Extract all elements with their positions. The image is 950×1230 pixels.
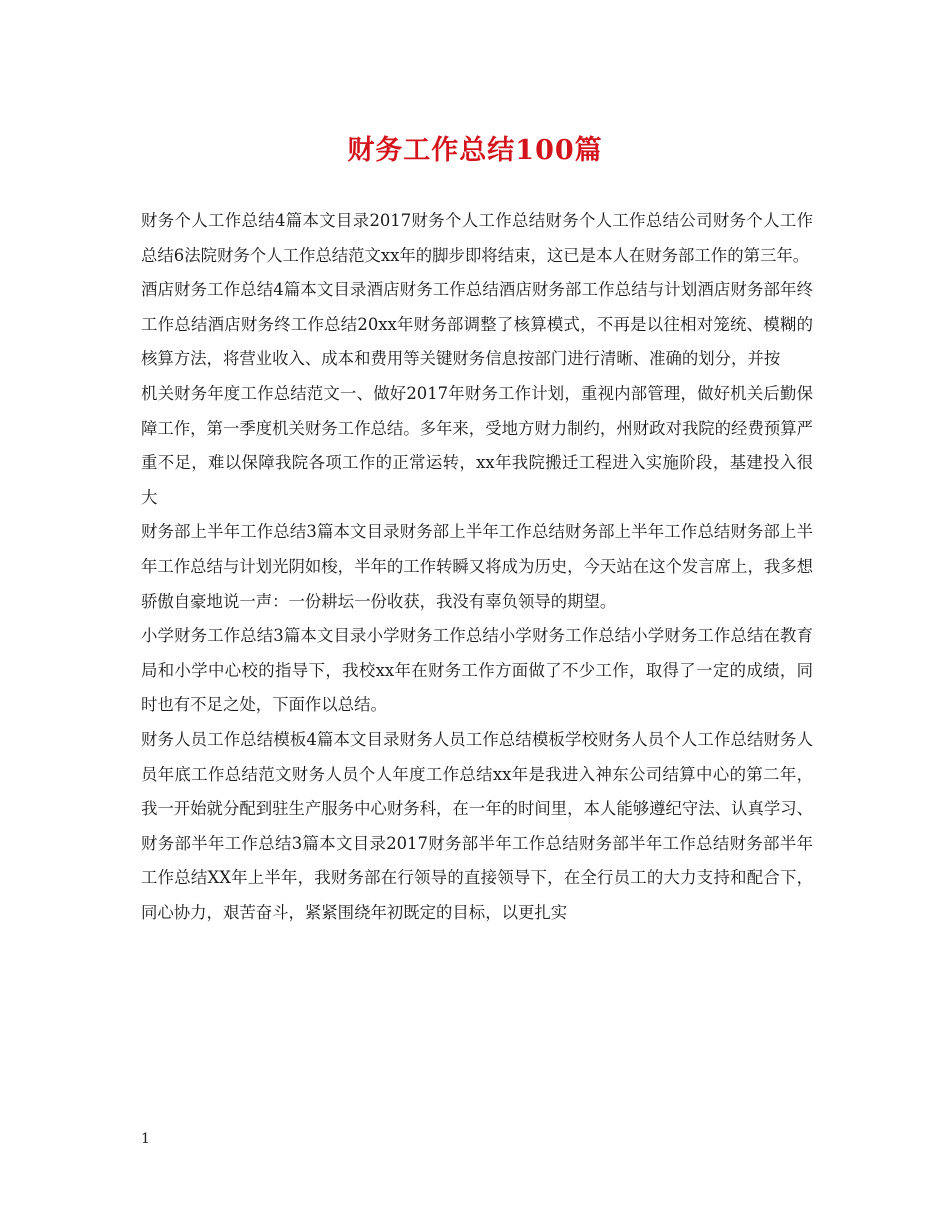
- paragraph: 酒店财务工作总结4篇本文目录酒店财务工作总结酒店财务部工作总结与计划酒店财务部年终工作总结酒店财务终工作总结20xx年财务部调整了核算模式，不再是以往相对笼统、模糊的核算方法，将营业收入、成本和费用等关键财务信息按部门进行清晰、准确的划分，并按: [141, 280, 813, 369]
- page-number: 1: [141, 1131, 150, 1147]
- paragraph: 机关财务年度工作总结范文一、做好2017年财务工作计划，重视内部管理，做好机关后勤保障工作，第一季度机关财务工作总结。多年来，受地方财力制约，州财政对我院的经费预算严重不足，难以保障我院各项工作的正常运转，xx年我院搬迁工程进入实施阶段，基建投入很大: [141, 383, 814, 507]
- paragraph: 小学财务工作总结3篇本文目录小学财务工作总结小学财务工作总结小学财务工作总结在教育局和小学中心校的指导下，我校xx年在财务工作方面做了不少工作，取得了一定的成绩，同时也有不足之处，下面作以总结。: [141, 626, 813, 715]
- paragraph: 财务部半年工作总结3篇本文目录2017财务部半年工作总结财务部半年工作总结财务部半年工作总结XX年上半年，我财务部在行领导的直接领导下，在全行员工的大力支持和配合下，同心协力，艰苦奋斗，紧紧围绕年初既定的目标，以更扎实: [141, 833, 813, 922]
- document-body: [141, 204, 813, 930]
- paragraph: 财务部上半年工作总结3篇本文目录财务部上半年工作总结财务部上半年工作总结财务部上半年工作总结与计划光阴如梭，半年的工作转瞬又将成为历史，今天站在这个发言席上，我多想骄傲自豪地说一声：一份耕坛一份收获，我没有辜负领导的期望。: [141, 522, 814, 611]
- paragraph: 财务个人工作总结4篇本文目录2017财务个人工作总结财务个人工作总结公司财务个人工作总结6法院财务个人工作总结范文xx年的脚步即将结束，这已是本人在财务部工作的第三年。: [141, 211, 813, 265]
- document-title: 财务工作总结100篇: [347, 135, 603, 166]
- paragraph: 财务人员工作总结模板4篇本文目录财务人员工作总结模板学校财务人员个人工作总结财务人员年底工作总结范文财务人员个人年度工作总结xx年是我进入神东公司结算中心的第二年，我一开始就分配到驻生产服务中心财务科，在一年的时间里，本人能够遵纪守法、认真学习、: [141, 729, 814, 819]
